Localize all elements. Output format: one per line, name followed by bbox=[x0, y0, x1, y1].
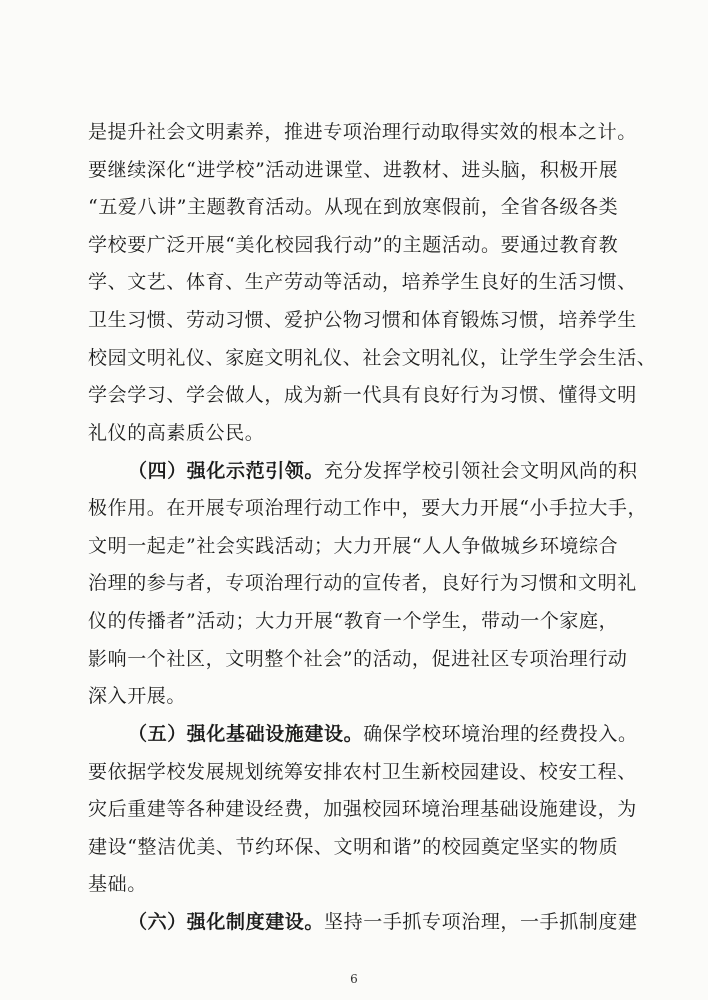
section-heading: （六）强化制度建设。 bbox=[128, 911, 325, 933]
text-line: 学校要广泛开展“美化校园我行动”的主题活动。要通过教育教 bbox=[88, 234, 619, 256]
section-text: 确保学校环境治理的经费投入。 bbox=[363, 723, 638, 745]
page-number: 6 bbox=[350, 972, 358, 986]
text-line: 礼仪的高素质公民。 bbox=[88, 422, 265, 444]
section-heading: （四）强化示范引领。 bbox=[128, 460, 325, 482]
section-text: 坚持一手抓专项治理，一手抓制度建 bbox=[324, 911, 638, 933]
section-first-line bbox=[128, 722, 638, 746]
text-line: 极作用。在开展专项治理行动工作中，要大力开展“小手拉大手， bbox=[88, 497, 648, 519]
text-line: 灾后重建等各种建设经费，加强校园环境治理基础设施建设，为 bbox=[88, 798, 637, 820]
section-heading: （五）强化基础设施建设。 bbox=[128, 723, 364, 745]
text-line: 基础。 bbox=[88, 873, 147, 895]
text-line: 建设“整洁优美、节约环保、文明和谐”的校园奠定坚实的物质 bbox=[88, 836, 619, 858]
text-line: 校园文明礼仪、家庭文明礼仪、社会文明礼仪，让学生学会生活、 bbox=[88, 347, 657, 369]
text-line: 要继续深化“进学校”活动进课堂、进教材、进头脑，积极开展 bbox=[88, 159, 619, 181]
text-line: 卫生习惯、劳动习惯、爱护公物习惯和体育锻炼习惯，培养学生 bbox=[88, 309, 637, 331]
section-first-line bbox=[128, 459, 638, 483]
text-line: 学、文艺、体育、生产劳动等活动，培养学生良好的生活习惯、 bbox=[88, 271, 637, 293]
text-line: 治理的参与者，专项治理行动的宣传者，良好行为习惯和文明礼 bbox=[88, 572, 637, 594]
text-line: “五爱八讲”主题教育活动。从现在到放寒假前，全省各级各类 bbox=[88, 196, 619, 218]
section-text: 充分发挥学校引领社会文明风尚的积 bbox=[324, 460, 638, 482]
text-line: 影响一个社区，文明整个社会”的活动，促进社区专项治理行动 bbox=[88, 648, 628, 670]
text-line: 要依据学校发展规划统筹安排农村卫生新校园建设、校安工程、 bbox=[88, 761, 637, 783]
text-line: 是提升社会文明素养，推进专项治理行动取得实效的根本之计。 bbox=[88, 121, 637, 143]
text-line: 学会学习、学会做人，成为新一代具有良好行为习惯、懂得文明 bbox=[88, 384, 637, 406]
section-first-line bbox=[128, 910, 638, 934]
text-line: 深入开展。 bbox=[88, 685, 187, 707]
text-line: 文明一起走”社会实践活动；大力开展“人人争做城乡环境综合 bbox=[88, 535, 619, 557]
text-line: 仪的传播者”活动；大力开展“教育一个学生，带动一个家庭， bbox=[88, 610, 619, 632]
